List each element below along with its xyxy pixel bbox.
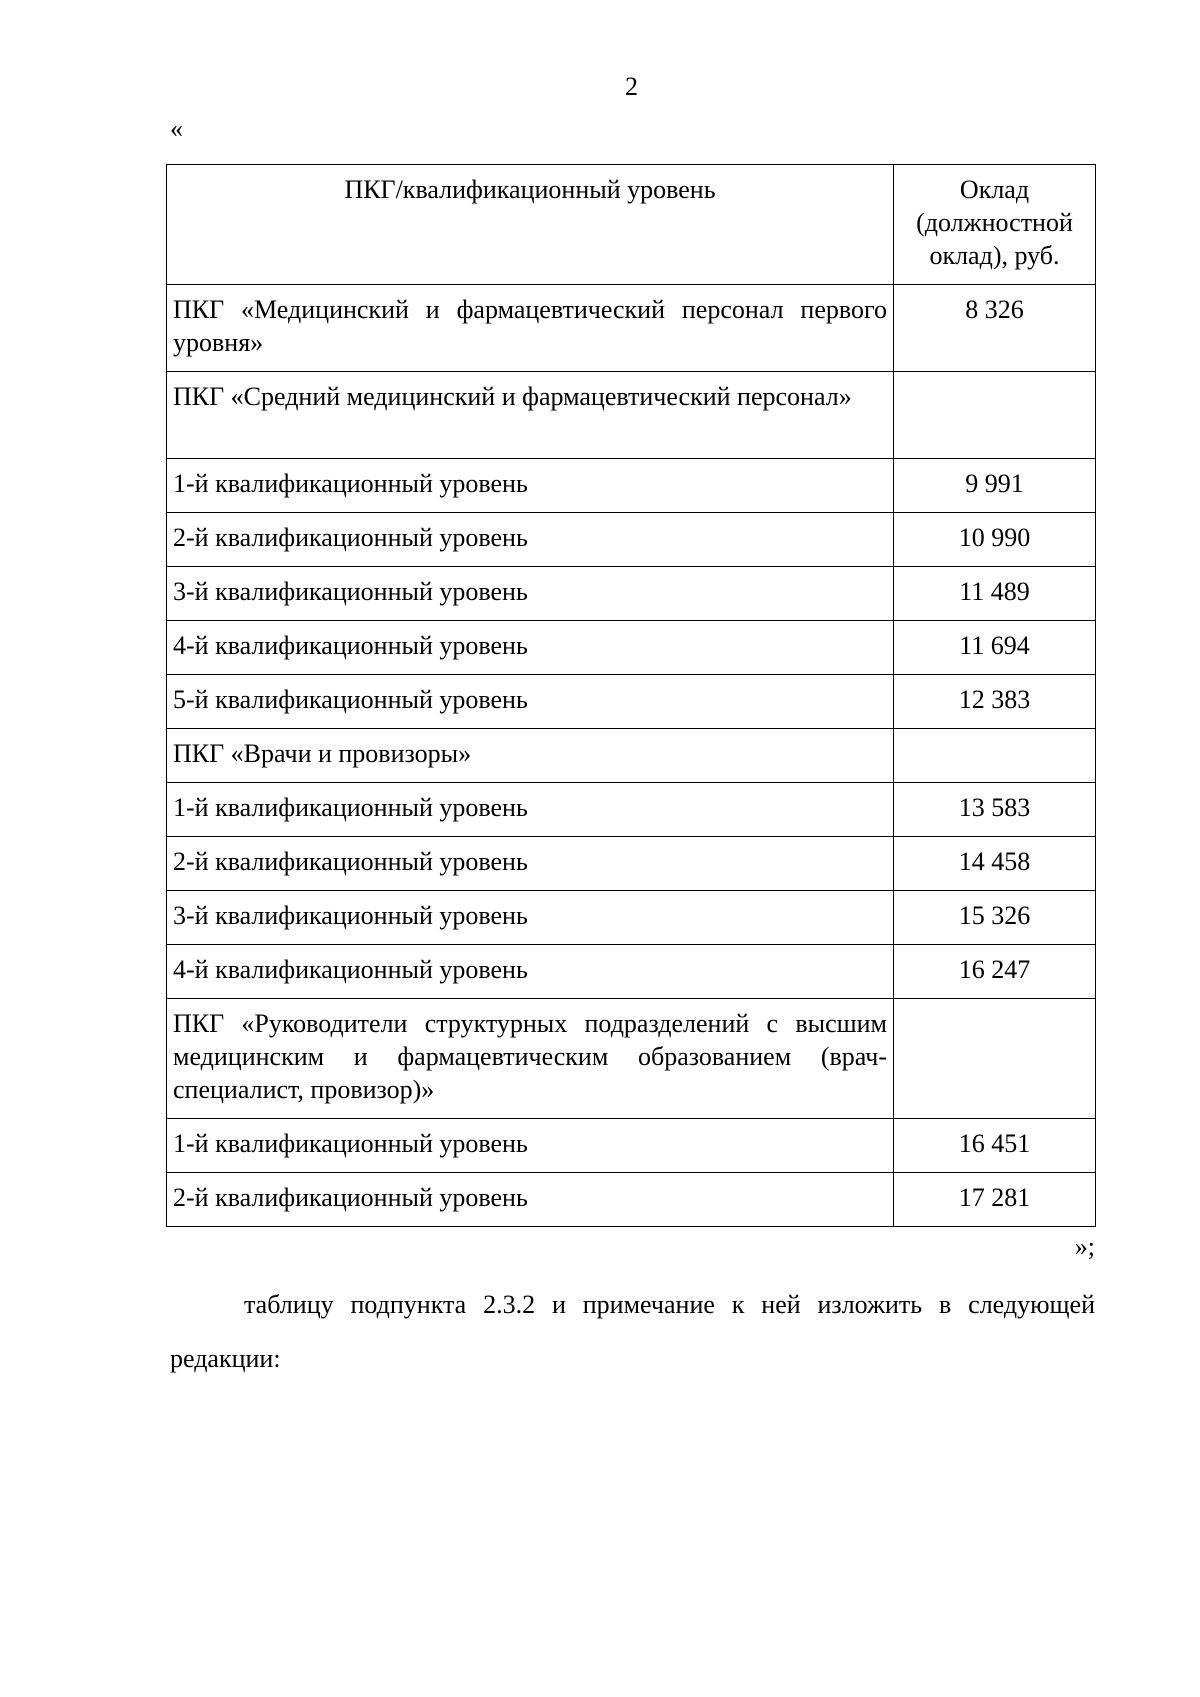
row-value: [894, 999, 1096, 1119]
table-header-row: [167, 165, 1096, 285]
row-value: 11 694: [894, 621, 1096, 675]
row-label: 5-й квалификационный уровень: [167, 675, 894, 729]
row-label: 4-й квалификационный уровень: [167, 945, 894, 999]
row-label: 2-й квалификационный уровень: [167, 513, 894, 567]
row-value: 12 383: [894, 675, 1096, 729]
row-label: ПКГ «Средний медицинский и фармацевтический персонал»: [167, 372, 894, 459]
row-value: 13 583: [894, 783, 1096, 837]
row-value: [894, 372, 1096, 459]
table-row: [167, 675, 1096, 729]
page-number: 2: [625, 72, 638, 101]
row-label: 1-й квалификационный уровень: [167, 783, 894, 837]
table-row: [167, 567, 1096, 621]
table-row: [167, 783, 1096, 837]
table-row: [167, 285, 1096, 372]
row-value: 9 991: [894, 459, 1096, 513]
row-label: ПКГ «Медицинский и фармацевтический персонал первого уровня»: [167, 285, 894, 372]
table-row: [167, 513, 1096, 567]
row-value: 17 281: [894, 1173, 1096, 1227]
closing-quote-mark: »;: [1074, 1232, 1095, 1261]
row-value: 10 990: [894, 513, 1096, 567]
table-row: [167, 945, 1096, 999]
header-salary: Оклад (должностной оклад), руб.: [894, 165, 1096, 285]
row-value: 11 489: [894, 567, 1096, 621]
table-row: [167, 459, 1096, 513]
row-label: 1-й квалификационный уровень: [167, 1119, 894, 1173]
row-label: 3-й квалификационный уровень: [167, 567, 894, 621]
table-row: [167, 1173, 1096, 1227]
row-label: 1-й квалификационный уровень: [167, 459, 894, 513]
row-value: 8 326: [894, 285, 1096, 372]
opening-quote-mark: «: [170, 114, 183, 143]
row-value: 16 247: [894, 945, 1096, 999]
table-row: [167, 621, 1096, 675]
row-label: ПКГ «Руководители структурных подразделений с высшим медицинским и фармацевтическим образованием (врач-специалист, провизор)»: [167, 999, 894, 1119]
row-label: ПКГ «Врачи и провизоры»: [167, 729, 894, 783]
row-label: 2-й квалификационный уровень: [167, 837, 894, 891]
row-value: 15 326: [894, 891, 1096, 945]
row-label: 4-й квалификационный уровень: [167, 621, 894, 675]
row-value: [894, 729, 1096, 783]
table-row: [167, 891, 1096, 945]
table-row: [167, 1119, 1096, 1173]
row-value: 14 458: [894, 837, 1096, 891]
table-row: [167, 999, 1096, 1119]
row-value: 16 451: [894, 1119, 1096, 1173]
row-label: 3-й квалификационный уровень: [167, 891, 894, 945]
header-qualification-level: ПКГ/квалификационный уровень: [167, 165, 894, 285]
table-row: [167, 837, 1096, 891]
row-label: 2-й квалификационный уровень: [167, 1173, 894, 1227]
table-row: [167, 372, 1096, 459]
salary-table: [166, 164, 1096, 1227]
table-row: [167, 729, 1096, 783]
body-paragraph: таблицу подпункта 2.3.2 и примечание к ней изложить в следующей редакции:: [170, 1290, 1095, 1373]
